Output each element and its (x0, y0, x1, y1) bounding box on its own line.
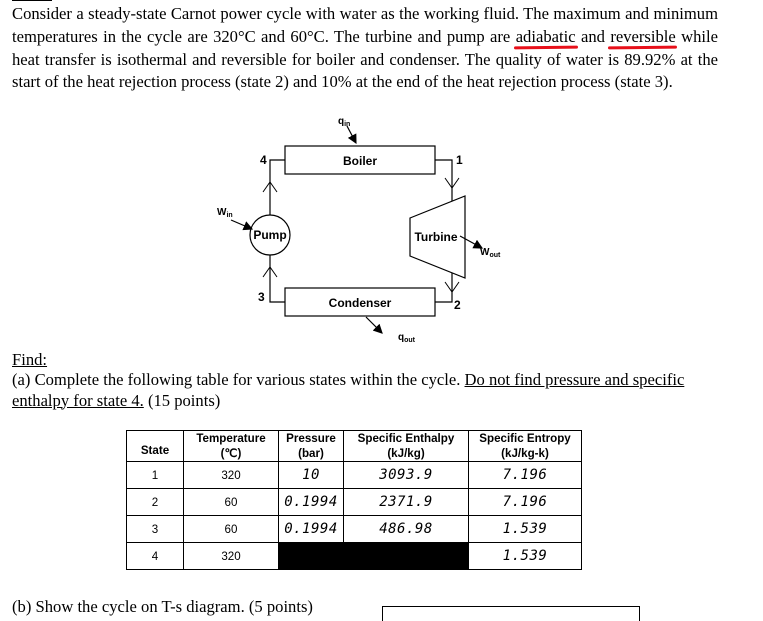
cycle-diagram (190, 112, 530, 344)
ts-diagram-box (382, 606, 640, 621)
temperature-cell: 320 (184, 543, 279, 570)
entropy-cell: 1.539 (469, 516, 582, 543)
table-row (127, 516, 582, 543)
pump-label: Pump (253, 228, 287, 242)
col-temperature: Temperature (℃) (184, 431, 279, 462)
state-cell: 4 (127, 543, 184, 570)
q-in-label: $q_{in}$ (338, 116, 351, 128)
q-out-label: $q_{out}$ (398, 332, 415, 344)
find-heading: Find: (12, 350, 48, 369)
boiler-label: Boiler (342, 154, 378, 168)
q-in-arrow (347, 126, 356, 143)
w-out-label: $W_{out}$ (480, 247, 501, 259)
enthalpy-cell: 3093.9 (344, 462, 469, 489)
table-row (127, 543, 582, 570)
temperature-cell: 60 (184, 489, 279, 516)
col-pressure: Pressure (bar) (279, 431, 344, 462)
pipe-4 (270, 160, 285, 215)
enthalpy-cell: 486.98 (344, 516, 469, 543)
col-enthalpy: Specific Enthalpy (kJ/kg) (344, 431, 469, 462)
state-1-label: 1 (456, 153, 463, 167)
state-cell: 1 (127, 462, 184, 489)
pressure-cell-blocked (279, 543, 344, 570)
enthalpy-cell-blocked (344, 543, 469, 570)
top-rule (12, 0, 52, 1)
pipe-3 (270, 255, 285, 302)
state-table (126, 430, 582, 570)
temperature-cell: 320 (184, 462, 279, 489)
part-a-question: (a) Complete the following table for various states within the cycle. Do not find pressure and specific enthalpy for state 4. (15 points) (12, 370, 685, 410)
problem-statement: Consider a steady-state Carnot power cycle with water as the working fluid. The maximum and minimum temperatures in the cycle are 320°C and 60°C. The turbine and pump are adiabatic and reversible while heat transfer is isothermal and reversible for boiler and condenser. The quality of water is 89.92% at the start of the heat rejection process (state 2) and 10% at the end of the heat rejection process (state 3). (12, 4, 718, 92)
pressure-cell: 10 (279, 462, 344, 489)
pressure-cell: 0.1994 (279, 516, 344, 543)
w-in-arrow (231, 220, 252, 229)
temperature-cell: 60 (184, 516, 279, 543)
state-3-label: 3 (258, 290, 265, 304)
q-out-arrow (366, 317, 382, 333)
turbine-label: Turbine (414, 230, 458, 244)
pipe-1 (435, 160, 452, 201)
part-b-question: (b) Show the cycle on T-s diagram. (5 points) (12, 597, 313, 616)
annotation-adiabatic: adiabatic (515, 26, 576, 46)
w-in-label: $W_{in}$ (217, 207, 233, 219)
condenser-label: Condenser (328, 296, 392, 310)
state-cell: 3 (127, 516, 184, 543)
table-row (127, 462, 582, 489)
col-entropy: Specific Entropy (kJ/kg-k) (469, 431, 582, 462)
annotation-reversible: reversible (610, 26, 676, 46)
entropy-cell: 7.196 (469, 462, 582, 489)
entropy-cell: 1.539 (469, 543, 582, 570)
state-4-label: 4 (260, 153, 267, 167)
col-state: State (127, 431, 184, 462)
pressure-cell: 0.1994 (279, 489, 344, 516)
part-a-instruction: Do not find pressure and specific enthalpy for state 4. (12, 370, 685, 410)
state-2-label: 2 (454, 298, 461, 312)
table-row (127, 489, 582, 516)
table-header-row (127, 431, 582, 462)
entropy-cell: 7.196 (469, 489, 582, 516)
enthalpy-cell: 2371.9 (344, 489, 469, 516)
state-cell: 2 (127, 489, 184, 516)
